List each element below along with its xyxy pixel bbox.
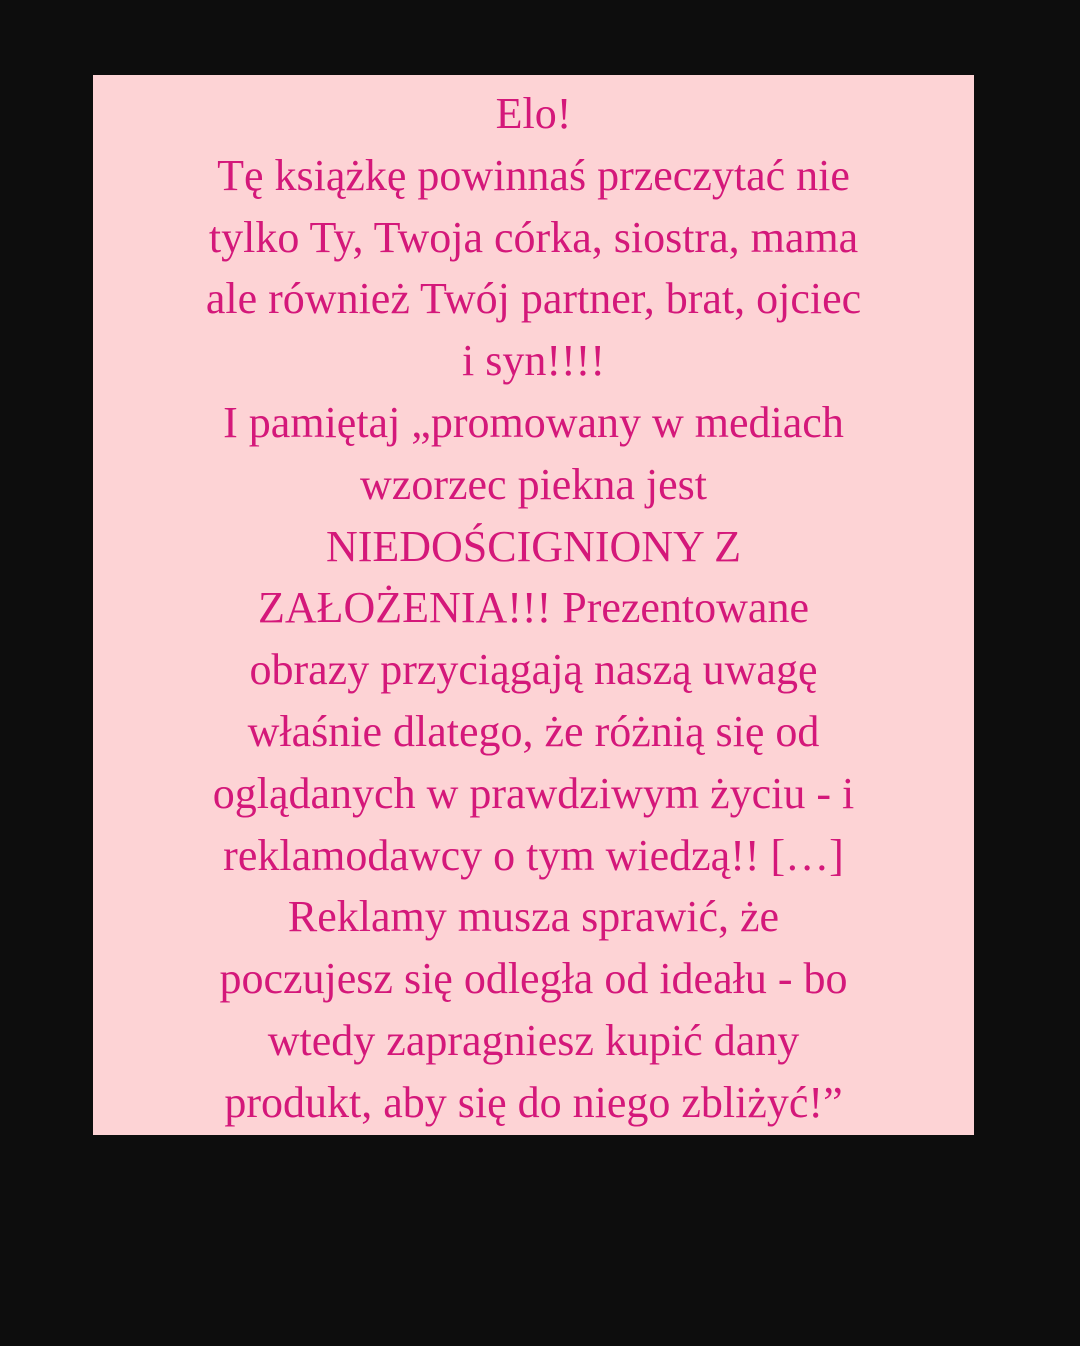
quote-card <box>93 75 974 1135</box>
quote-text <box>93 83 974 1134</box>
text-line: oglądanych w prawdziwym życiu - i <box>212 768 855 818</box>
text-line: i syn!!!! <box>462 336 605 386</box>
text-line: ZAŁOŻENIA!!! Prezentowane <box>258 583 809 633</box>
text-line: ale również Twój partner, brat, ojciec <box>205 274 862 324</box>
text-line: Tę książkę powinnaś przeczytać nie <box>217 150 850 200</box>
text-line: Elo! <box>495 89 572 138</box>
text-line: NIEDOŚCIGNIONY Z <box>325 521 742 571</box>
text-line: reklamodawcy o tym wiedzą!! […] <box>223 830 844 880</box>
text-line: wzorzec piekna jest <box>360 459 707 509</box>
text-line: Reklamy musza sprawić, że <box>287 892 780 942</box>
text-line: tylko Ty, Twoja córka, siostra, mama <box>208 212 859 262</box>
text-line: wtedy zapragniesz kupić dany <box>267 1015 800 1065</box>
text-line: właśnie dlatego, że różnią się od <box>247 706 820 756</box>
text-line: poczujesz się odległa od ideału - bo <box>219 954 848 1004</box>
text-line: obrazy przyciągają naszą uwagę <box>249 645 818 695</box>
text-line: I pamiętaj „promowany w mediach <box>223 397 844 447</box>
text-line: produkt, aby się do niego zbliżyć!” <box>224 1077 843 1127</box>
